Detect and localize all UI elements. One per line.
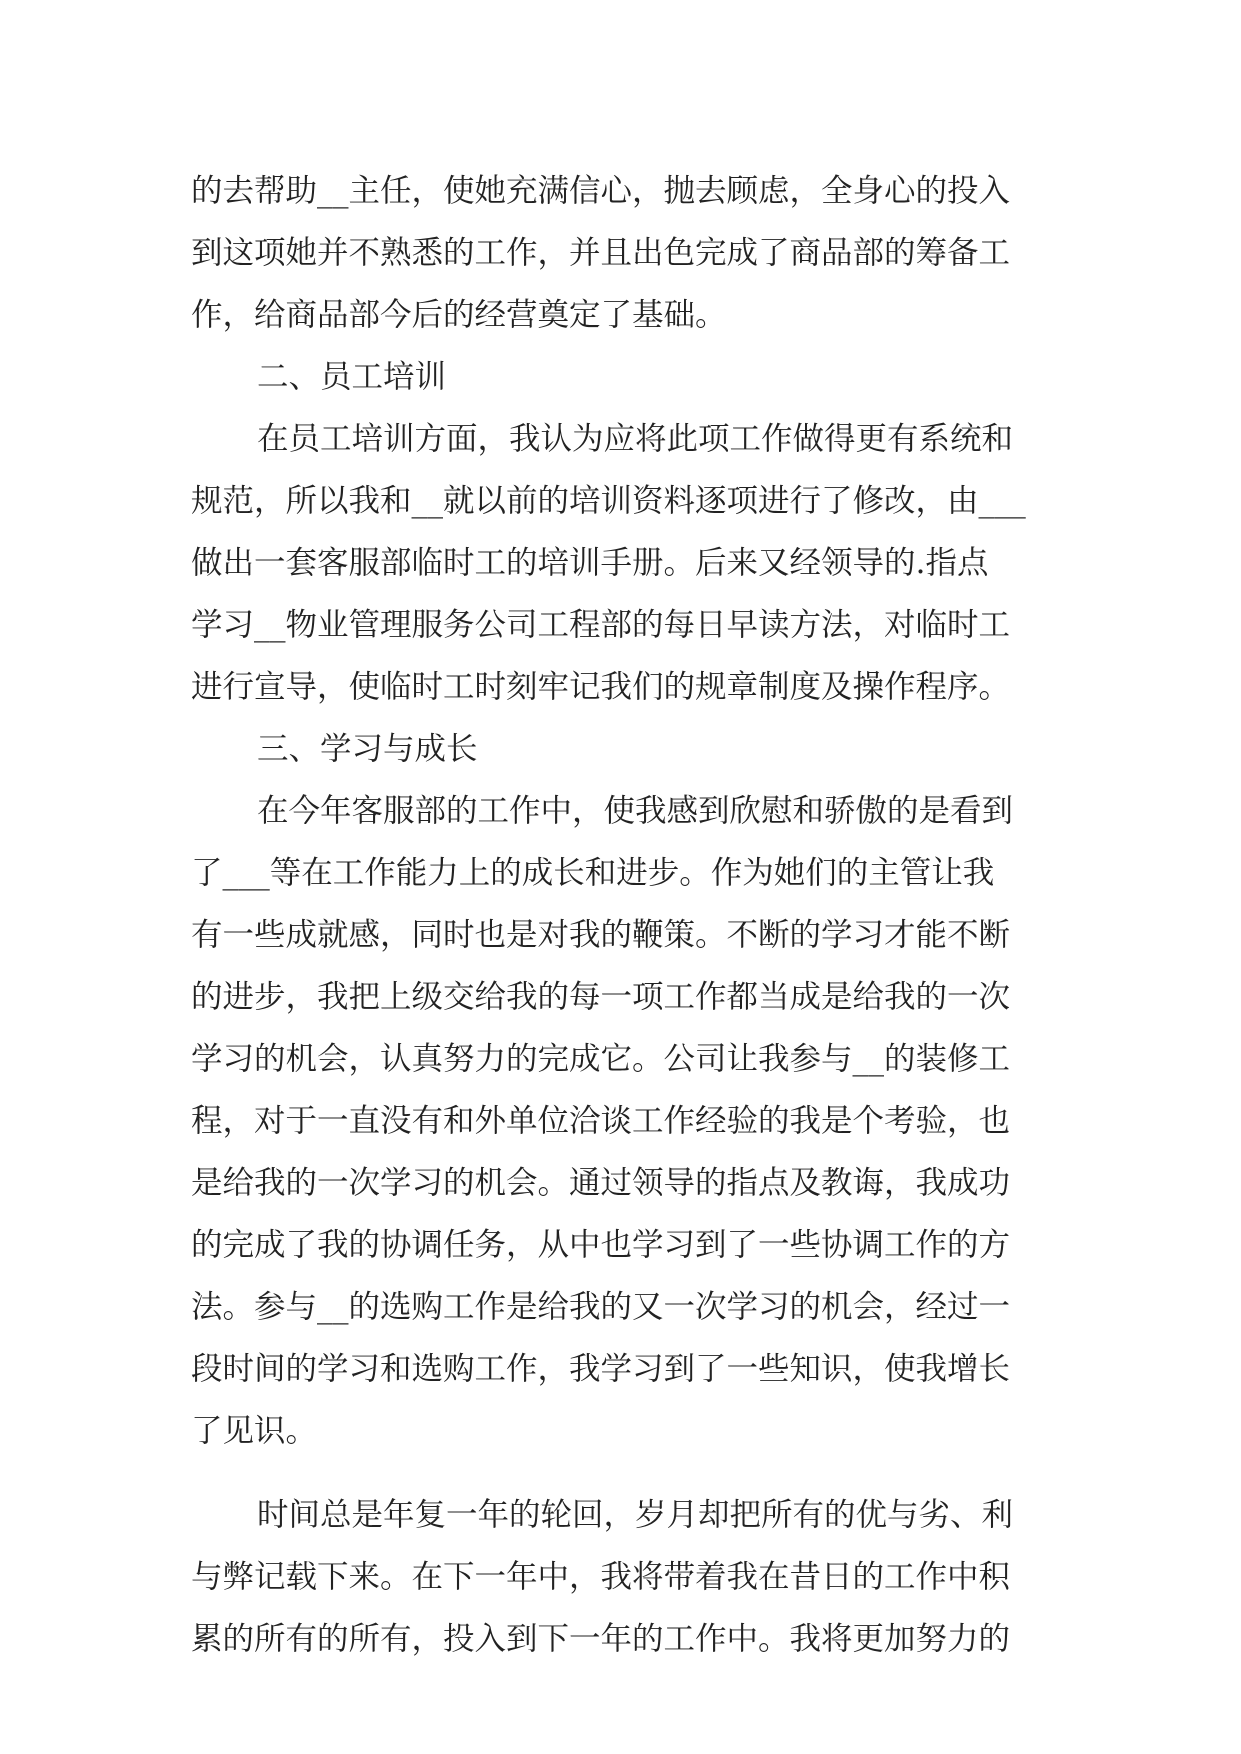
body-text-line: 规范，所以我和__就以前的培训资料逐项进行了修改，由___ <box>191 483 1026 519</box>
body-text-line: 段时间的学习和选购工作，我学习到了一些知识，使我增长 <box>191 1351 1011 1387</box>
body-text-line: 在员工培训方面，我认为应将此项工作做得更有系统和 <box>257 421 1014 457</box>
body-text-line: 到这项她并不熟悉的工作，并且出色完成了商品部的筹备工 <box>191 235 1011 271</box>
body-text-line: 学习的机会，认真努力的完成它。公司让我参与__的装修工 <box>191 1041 1011 1077</box>
body-text-line: 的完成了我的协调任务，从中也学习到了一些协调工作的方 <box>191 1227 1011 1263</box>
body-text-line: 有一些成就感，同时也是对我的鞭策。不断的学习才能不断 <box>191 917 1011 953</box>
section-heading-staff-training: 二、员工培训 <box>257 359 447 395</box>
body-text-line: 累的所有的所有，投入到下一年的工作中。我将更加努力的 <box>191 1621 1011 1657</box>
body-text-line: 在今年客服部的工作中，使我感到欣慰和骄傲的是看到 <box>257 793 1014 829</box>
body-text-line: 与弊记载下来。在下一年中，我将带着我在昔日的工作中积 <box>191 1559 1011 1595</box>
body-text-line: 的去帮助__主任，使她充满信心，抛去顾虑，全身心的投入 <box>191 173 1011 209</box>
body-text-line: 做出一套客服部临时工的培训手册。后来又经领导的.指点 <box>191 545 989 581</box>
document-page <box>191 160 1051 1670</box>
body-text-line: 进行宣导，使临时工时刻牢记我们的规章制度及操作程序。 <box>191 669 1011 705</box>
body-text-line: 学习__物业管理服务公司工程部的每日早读方法，对临时工 <box>191 607 1011 643</box>
body-text-line: 是给我的一次学习的机会。通过领导的指点及教诲，我成功 <box>191 1165 1011 1201</box>
body-text-line: 作，给商品部今后的经营奠定了基础。 <box>191 297 727 333</box>
body-text-line: 程，对于一直没有和外单位洽谈工作经验的我是个考验，也 <box>191 1103 1011 1139</box>
body-text-line: 了___等在工作能力上的成长和进步。作为她们的主管让我 <box>191 855 995 891</box>
body-text-line: 时间总是年复一年的轮回，岁月却把所有的优与劣、利 <box>257 1497 1014 1533</box>
section-heading-learning-growth: 三、学习与成长 <box>257 731 478 767</box>
body-text-line: 的进步，我把上级交给我的每一项工作都当成是给我的一次 <box>191 979 1011 1015</box>
body-text-line: 法。参与__的选购工作是给我的又一次学习的机会，经过一 <box>191 1289 1011 1325</box>
body-text-line: 了见识。 <box>191 1413 318 1449</box>
